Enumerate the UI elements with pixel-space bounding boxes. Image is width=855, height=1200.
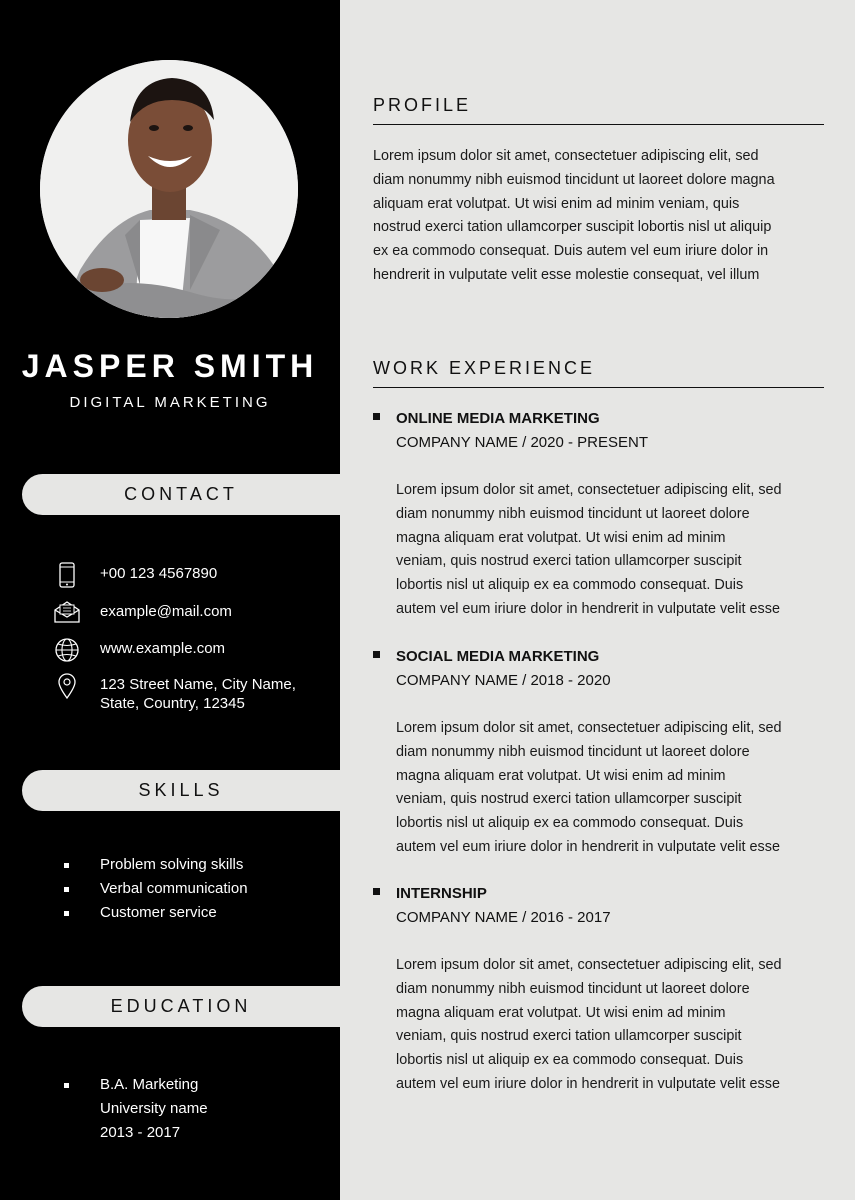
- job-description: Lorem ipsum dolor sit amet, consectetuer adipiscing elit, sed diam nonummy nibh euismod tincidunt ut laoreet dolore magna aliquam erat volutpat. Ut wisi enim ad minim veniam, quis nostrud exerci tation ullamcorper suscipit lobortis nisl ut aliquip ex ea commodo consequat. Duis autem vel eum iriure dolor in hendrerit in vulputate velit esse: [396, 482, 782, 617]
- location-pin-icon: [52, 673, 82, 699]
- contact-email: [52, 600, 232, 626]
- website-url[interactable]: www.example.com: [100, 640, 226, 657]
- profile-photo: [40, 60, 298, 318]
- bullet-dot: [64, 1083, 69, 1088]
- skill-item: Problem solving skills: [62, 853, 248, 877]
- skill-item: Customer service: [62, 901, 248, 925]
- bullet-dot: [64, 887, 69, 892]
- phone-icon: [52, 562, 82, 588]
- bullet-dot: [64, 863, 69, 868]
- bullet-square: [373, 888, 380, 895]
- profile-heading: PROFILE: [373, 95, 824, 125]
- job-title: INTERNSHIP: [396, 885, 487, 902]
- person-role: DIGITAL MARKETING: [69, 394, 271, 411]
- job-entry: [373, 645, 828, 860]
- job-description: Lorem ipsum dolor sit amet, consectetuer adipiscing elit, sed diam nonummy nibh euismod tincidunt ut laoreet dolore magna aliquam erat volutpat. Ut wisi enim ad minim veniam, quis nostrud exerci tation ullamcorper suscipit lobortis nisl ut aliquip ex ea commodo consequat. Duis autem vel eum iriure dolor in hendrerit in vulputate velit esse: [396, 957, 782, 1092]
- address-line-1: 123 Street Name, City Name,: [100, 676, 296, 693]
- person-name: JASPER SMITH: [21, 348, 319, 384]
- work-experience-heading: WORK EXPERIENCE: [373, 358, 824, 388]
- education-degree: B.A. Marketing: [100, 1076, 199, 1093]
- envelope-icon: [52, 600, 82, 626]
- skill-item: Verbal communication: [62, 877, 248, 901]
- profile-text: Lorem ipsum dolor sit amet, consectetuer adipiscing elit, sed diam nonummy nibh euismod tincidunt ut laoreet dolore magna aliquam erat volutpat. Ut wisi enim ad minim veniam, quis nostrud exerci tation ullamcorper suscipit lobortis nisl ut aliquip ex ea commodo consequat. Duis autem vel eum iriure dolor in hendrerit in vulputate velit esse molestie consequat, vel illum: [373, 148, 775, 283]
- contact-heading: CONTACT: [22, 474, 340, 515]
- bullet-dot: [64, 911, 69, 916]
- globe-icon: [52, 637, 82, 663]
- job-title: SOCIAL MEDIA MARKETING: [396, 648, 600, 665]
- phone-number[interactable]: +00 123 4567890: [100, 565, 218, 582]
- job-company: COMPANY NAME / 2020 - PRESENT: [396, 434, 649, 451]
- address-text: [100, 673, 296, 713]
- bullet-square: [373, 651, 380, 658]
- skills-list: [62, 853, 248, 925]
- contact-phone: [52, 562, 217, 588]
- education-school: University name: [100, 1100, 208, 1117]
- address-line-2: State, Country, 12345: [100, 695, 245, 712]
- education-heading: EDUCATION: [22, 986, 340, 1027]
- email-address[interactable]: example@mail.com: [100, 603, 232, 620]
- job-entry: [373, 882, 828, 1097]
- job-title: ONLINE MEDIA MARKETING: [396, 410, 600, 427]
- education-years: 2013 - 2017: [100, 1124, 181, 1141]
- skills-heading: SKILLS: [22, 770, 340, 811]
- contact-website: [52, 637, 225, 663]
- job-entry: [373, 407, 828, 622]
- education-entry: [62, 1073, 208, 1145]
- job-company: COMPANY NAME / 2016 - 2017: [396, 909, 611, 926]
- contact-address: [52, 673, 296, 713]
- job-company: COMPANY NAME / 2018 - 2020: [396, 672, 611, 689]
- sidebar: [0, 0, 340, 1200]
- bullet-square: [373, 413, 380, 420]
- job-description: Lorem ipsum dolor sit amet, consectetuer adipiscing elit, sed diam nonummy nibh euismod tincidunt ut laoreet dolore magna aliquam erat volutpat. Ut wisi enim ad minim veniam, quis nostrud exerci tation ullamcorper suscipit lobortis nisl ut aliquip ex ea commodo consequat. Duis autem vel eum iriure dolor in hendrerit in vulputate velit esse: [396, 720, 782, 855]
